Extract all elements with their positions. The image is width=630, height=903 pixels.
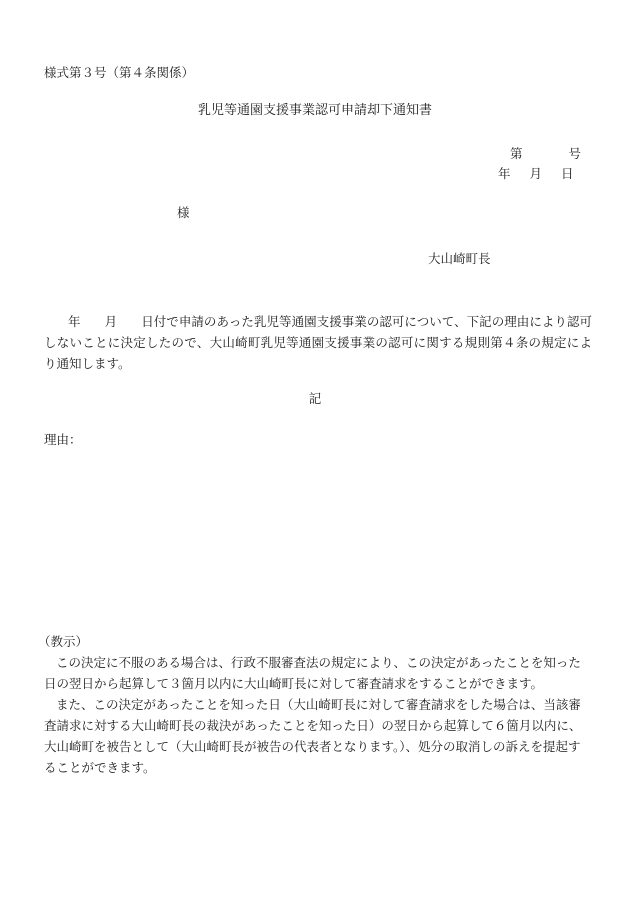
ki-marker: 記 [308,391,322,406]
date-month: 月 [529,166,543,181]
issuer-name: 大山崎町長 [428,251,491,266]
addressee: 様 [177,205,190,220]
number-prefix: 第 [510,146,523,161]
document-title: 乳児等通園支援事業認可申請却下通知書 [197,103,432,118]
document-number-line [510,148,581,161]
body-paragraph [44,311,592,374]
number-suffix: 号 [568,146,582,161]
date-year: 年 [498,166,511,181]
notice-paragraph-2: また、この決定があったことを知った日（大山崎町長に対して審査請求をした場合は、当該審査請求に対する大山崎町長の裁決があったことを知った日）の翌日から起算して６箇月以内に、大山崎町を被告として（大山崎町長が被告の代表者となります。）、処分の取消しの訴えを提起することができます。 [44,697,582,775]
reason-label: 理由： [44,432,82,447]
document-date-line [498,168,574,181]
notice-section [38,631,592,778]
body-year: 年 [68,314,81,329]
form-number: 様式第３号（第４条関係） [44,65,195,80]
notice-heading: （教示） [38,634,89,649]
body-text: 日付で申請のあった乳児等通園支援事業の認可について、下記の理由により認可しないことに決定したので、大山崎町乳児等通園支援事業の認可に関する規則第４条の規定により通知します。 [44,314,592,371]
notice-paragraph-1: この決定に不服のある場合は、行政不服審査法の規定により、この決定があったことを知った日の翌日から起算して３箇月以内に大山崎町長に対して審査請求をすることができます。 [44,655,581,691]
date-day: 日 [561,166,574,181]
body-month: 月 [104,314,118,329]
